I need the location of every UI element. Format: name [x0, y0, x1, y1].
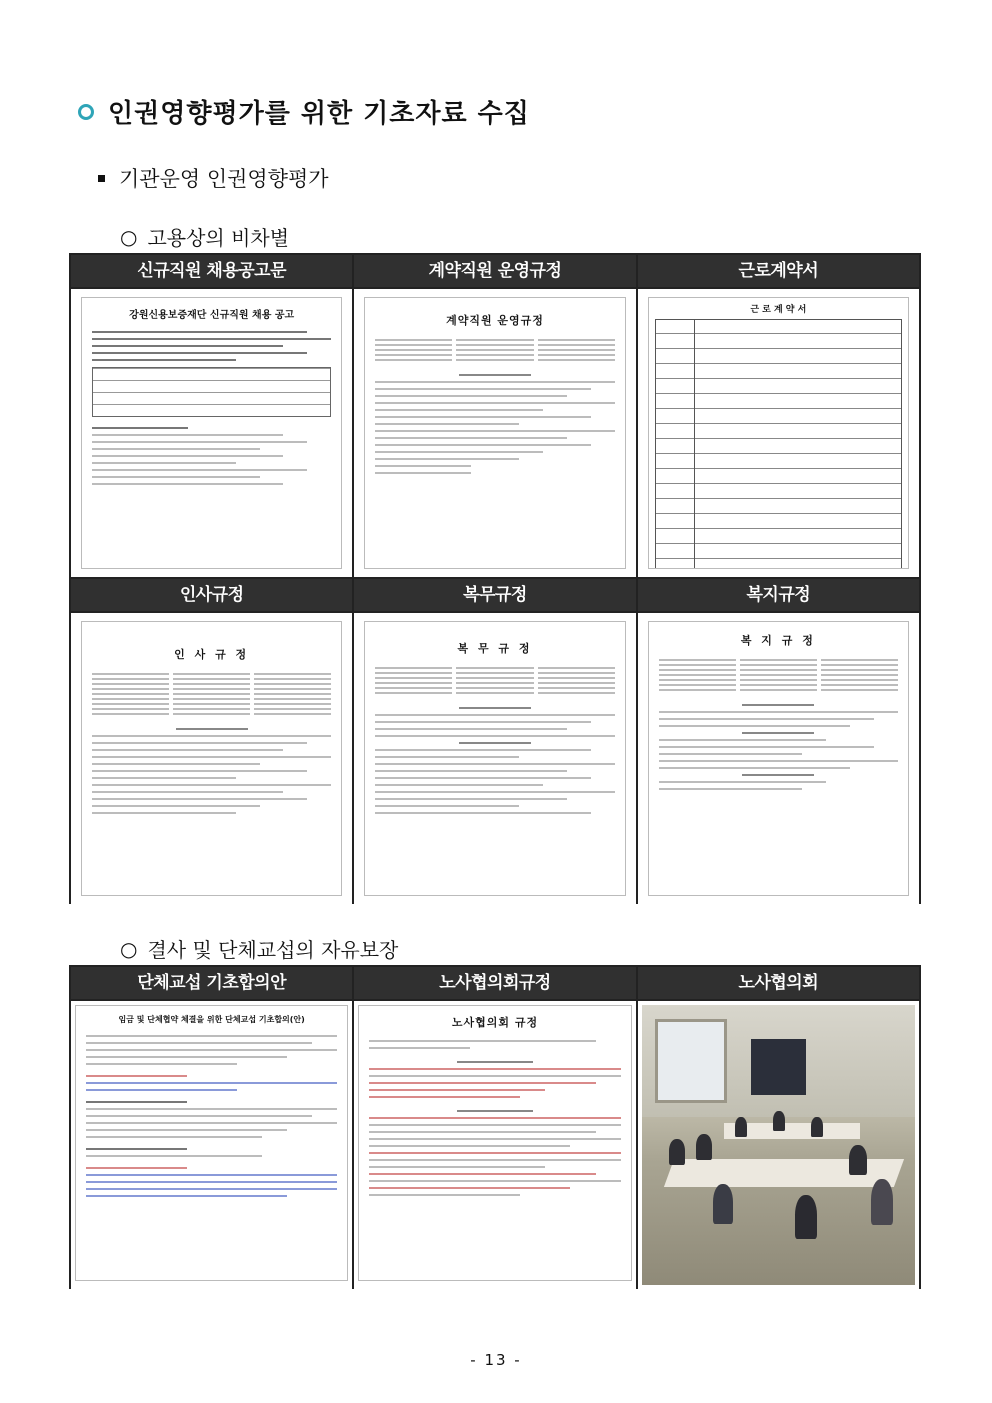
subheading [98, 163, 329, 193]
doc-title: 노사협의회 규정 [451, 1016, 539, 1029]
subheading-text: 기관운영 인권영향평가 [119, 167, 329, 191]
circle-icon: ○ [120, 936, 138, 961]
header-recruitment-notice: 신규직원 채용공고문 [71, 255, 352, 287]
header-service-rules: 복무규정 [354, 579, 635, 611]
doc-title: 인 사 규 정 [174, 648, 250, 661]
header-personnel-rules: 인사규정 [71, 579, 352, 611]
doc-title: 복 무 규 정 [457, 642, 533, 655]
section-heading-1 [120, 222, 289, 251]
doc-title: 근 로 계 약 서 [750, 305, 807, 315]
doc-title: 계약직원 운영규정 [446, 314, 544, 327]
circle-icon: ○ [120, 224, 138, 249]
header-welfare-rules: 복지규정 [638, 579, 919, 611]
section-heading-2-text: 결사 및 단체교섭의 자유보장 [147, 938, 399, 962]
labor-council-photo [638, 1001, 919, 1289]
doc-thumb-welfare-rules [638, 613, 919, 904]
header-labor-council: 노사협의회 [638, 967, 919, 999]
doc-thumb-service-rules [354, 613, 635, 904]
header-employment-contract: 근로계약서 [638, 255, 919, 287]
circle-bullet-icon [78, 104, 94, 120]
main-heading [78, 93, 530, 130]
header-contract-staff-rules: 계약직원 운영규정 [354, 255, 635, 287]
page-number: - 13 - [470, 1351, 522, 1369]
doc-thumb-contract-staff-rules [354, 289, 635, 577]
doc-thumb-labor-council-rules [354, 1001, 635, 1289]
doc-thumb-recruitment-notice [71, 289, 352, 577]
doc-title: 강원신용보증재단 신규직원 채용 공고 [129, 310, 295, 321]
doc-thumb-employment-contract [638, 289, 919, 577]
square-bullet-icon [98, 175, 105, 182]
doc-title: 복 지 규 정 [740, 634, 816, 647]
doc-thumb-bargaining-agreement [71, 1001, 352, 1289]
doc-title: 임금 및 단체협약 체결을 위한 단체교섭 기초합의(안) [118, 1015, 305, 1024]
section-heading-2 [120, 934, 398, 963]
header-bargaining-agreement: 단체교섭 기초합의안 [71, 967, 352, 999]
document-grid-2 [69, 965, 921, 1289]
header-labor-council-rules: 노사협의회규정 [354, 967, 635, 999]
page-title: 인권영향평가를 위한 기초자료 수집 [108, 99, 530, 129]
document-grid-1 [69, 253, 921, 904]
doc-thumb-personnel-rules [71, 613, 352, 904]
section-heading-1-text: 고용상의 비차별 [147, 226, 290, 250]
